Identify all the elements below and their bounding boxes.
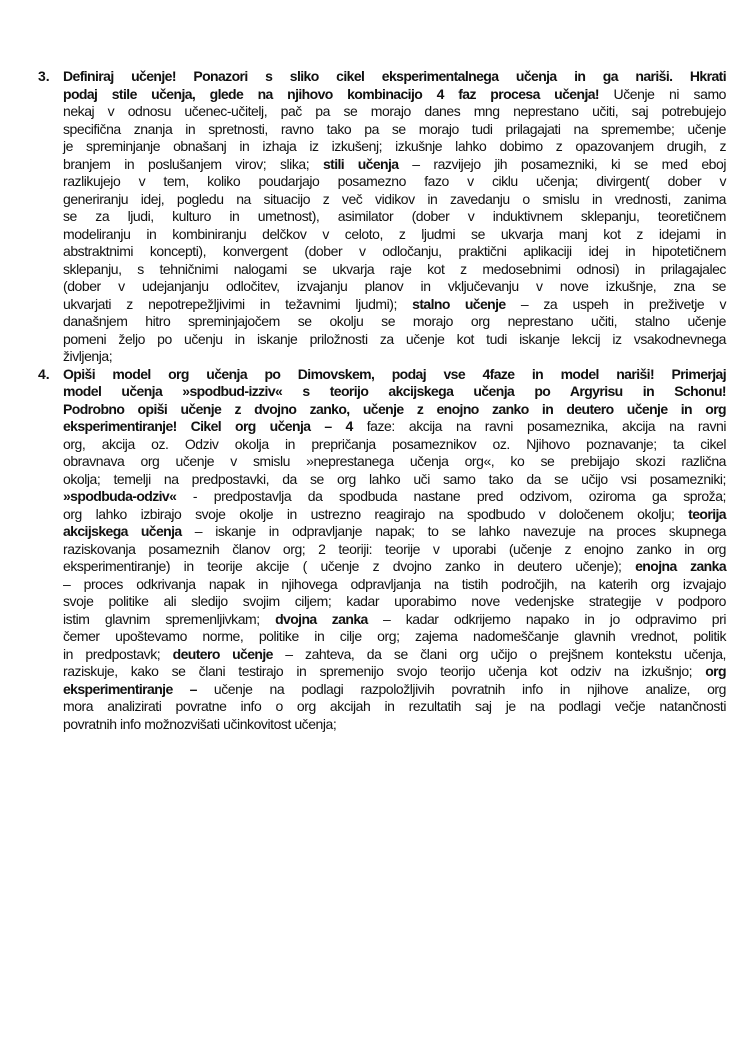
body-text: učenje na podlagi razpoložljivih povratnih info in njihove analize, org <box>196 680 726 697</box>
body-text: org, akcija oz. Odziv okolja in prepričanja posameznikov oz. Njihovo poznavanje; ta cikel <box>63 435 726 452</box>
body-text: obravnava org učenje v smislu »neprestanega učenja org«, ko se prebijajo skozi različna <box>63 453 726 469</box>
body-text: faze: akcija na ravni posameznika, akcija na ravni <box>352 418 726 434</box>
item-number: 4. <box>38 365 50 382</box>
numbered-item <box>38 68 726 366</box>
numbered-item <box>38 366 726 734</box>
body-text: pomeni željo po učenju in iskanje priložnosti za učenje kot tudi iskanje lekcij iz vsakodnevnega <box>63 330 726 347</box>
text-line <box>63 593 726 611</box>
text-line <box>63 453 726 471</box>
text-line <box>63 296 726 314</box>
text-line <box>63 156 726 174</box>
body-text: – proces odkrivanja napak in njihovega odpravljanja na tistih področjih, na katerih org izvajajo <box>63 575 726 592</box>
bold-text: Opiši model org učenja po Dimovskem, podaj vse 4faze in model nariši! Primerjaj <box>63 365 726 382</box>
text-line <box>63 348 726 366</box>
body-text: nekaj v odnosu učenec-učitelj, pač pa se morajo danes mng neprestano učiti, saj potrebujejo <box>63 103 726 119</box>
text-line <box>63 488 726 506</box>
text-line <box>63 261 726 279</box>
document-page <box>38 68 726 733</box>
text-line <box>63 191 726 209</box>
bold-text: enojna zanka <box>635 558 727 574</box>
body-text: čemer upoštevamo norme, politike in cilje org; zajema nadomeščanje glavnih vrednot, politik <box>63 628 726 644</box>
body-text: specifična znanja in spretnosti, ravno tako pa se morajo tudi prilagajati na spremembe; učenje <box>63 120 726 137</box>
bold-text: Podrobno opiši učenje z dvojno zanko, učenje z enojno zanko in deutero učenje in org <box>63 400 726 417</box>
text-line <box>63 471 726 489</box>
text-line <box>63 646 726 664</box>
text-line <box>63 121 726 139</box>
body-text: raziskuje, kako se člani testirajo in spremenijo svojo teorijo učenja kot odziv na izkušnjo; <box>63 663 706 679</box>
body-text: življenja; <box>63 348 113 364</box>
text-line <box>63 103 726 121</box>
text-line <box>63 541 726 559</box>
bold-text: eksperimentiranje! Cikel org učenja – 4 <box>63 418 353 434</box>
body-text: okolja; temelji na predpostavki, da se org lahko uči samo tako da se učijo vsi posamezniki; <box>63 470 726 487</box>
bold-text: org <box>705 663 726 679</box>
body-text: povratnih info možnozvišati učinkovitost učenja; <box>63 715 337 732</box>
body-text: modeliranju in kombiniranju delčkov v celoto, z ljudmi se ukvarja manj kot z idejami in <box>63 225 726 242</box>
text-line <box>63 86 726 104</box>
item-number: 3. <box>38 68 50 84</box>
body-text: - predpostavlja da spodbuda nastane pred odzivom, oziroma ga sproža; <box>176 488 726 504</box>
body-text: – razvijejo jih posamezniki, ki se med eboj <box>398 155 727 172</box>
body-text: razlikujejo v tem, koliko poudarjajo posamezno fazo v ciklu učenja; divirgent( dober v <box>63 173 726 189</box>
text-line <box>63 278 726 296</box>
text-line <box>63 138 726 156</box>
body-text: branjem in poslušanjem virov; slika; <box>63 155 323 172</box>
body-text: je spreminjanje obnašanj in izhaja iz izkušenj; izkušnje lahko dobimo z opazovanjem drugih, z <box>63 138 726 154</box>
bold-text: dvojna zanka <box>275 610 368 627</box>
text-line <box>63 436 726 454</box>
body-text: sklepanju, s tehničnimi nalogami se ukvarja raje kot z medosebnimi odnosi) in prilagajalec <box>63 260 726 277</box>
text-line <box>63 576 726 594</box>
body-text: raziskovanja posameznih članov org; 2 teoriji: teorije v uporabi (učenje z enojno zanko in org <box>63 540 726 557</box>
body-text: istim glavnim spremenljivkam; <box>63 610 276 627</box>
body-text: generiranju idej, pogledu na situacijo z več vidikov in zavedanju o smislu in vrednosti, zanima <box>63 190 726 207</box>
text-line <box>63 366 726 384</box>
text-line <box>63 558 726 576</box>
bold-text: akcijskega učenja <box>63 523 182 539</box>
text-line <box>63 313 726 331</box>
text-line <box>63 173 726 191</box>
text-line <box>63 226 726 244</box>
body-text: abstraktnimi koncepti), konvergent (dober v odločanju, praktični aplikaciji idej in hipotetičnem <box>63 243 726 259</box>
text-line <box>63 523 726 541</box>
bold-text: deutero učenje <box>172 645 273 662</box>
text-line <box>63 681 726 699</box>
text-line <box>63 331 726 349</box>
bold-text: Definiraj učenje! Ponazori s sliko cikel eksperimentalnega učenja in ga nariši. Hkrati <box>63 68 726 84</box>
bold-text: teorija <box>688 505 726 522</box>
text-line <box>63 68 726 86</box>
text-line <box>63 208 726 226</box>
text-line <box>63 698 726 716</box>
bold-text: stili učenja <box>322 155 399 172</box>
text-line <box>63 383 726 401</box>
bold-text: podaj stile učenja, glede na njihovo kombinacijo 4 faz procesa učenja! <box>63 85 599 102</box>
body-text: – za uspeh in preživetje v <box>505 295 727 312</box>
body-text: (dober v udejanjanju odločitev, izvajanju planov in vključevanju v nove izkušnje, zna se <box>63 278 726 294</box>
text-line <box>63 716 726 734</box>
body-text: – kadar odkrijemo napako in jo odpravimo pri <box>367 610 727 627</box>
body-text: svoje politike ali sledijo svojim ciljem; kadar uporabimo nove vedenjske strategije v podporo <box>63 593 726 609</box>
text-line <box>63 628 726 646</box>
bold-text: model učenja »spodbud-izziv« s teorijo akcijskega učenja po Argyrisu in Schonu! <box>63 383 726 399</box>
bold-text: eksperimentiranje – <box>63 680 197 697</box>
body-text: ukvarjati z nepotrepežljivimi in težavnimi ljudmi); <box>63 295 413 312</box>
body-text: današnjem hitro spreminjajočem se okolju se morajo org neprestano učiti, stalno učenje <box>63 313 726 329</box>
bold-text: stalno učenje <box>412 295 506 312</box>
body-text: – zahteva, da se člani org učijo o prejšnem kontekstu učenja, <box>272 645 726 662</box>
body-text: in predpostavk; <box>63 645 173 662</box>
text-line <box>63 243 726 261</box>
body-text: eksperimentiranje) in teorije akcije ( učenje z dvojno zanko in deutero učenje); <box>63 558 636 574</box>
text-line <box>63 401 726 419</box>
body-text: mora analizirati povratne info o org akcijah in rezultatih saj je na podlagi večje natančnosti <box>63 698 726 714</box>
text-line <box>63 506 726 524</box>
body-text: org lahko izbirajo svoje okolje in ustrezno reagirajo na spodbudo v določenem okolju; <box>63 505 689 522</box>
bold-text: »spodbuda-odziv« <box>63 488 177 504</box>
body-text: – iskanje in odpravljanje napak; to se lahko navezuje na proces skupnega <box>181 523 726 539</box>
text-line <box>63 663 726 681</box>
body-text: Učenje ni samo <box>599 85 726 102</box>
text-line <box>63 611 726 629</box>
body-text: se za ljudi, kulturo in umetnost), asimilator (dober v induktivnem sklepanju, teoretičnem <box>63 208 726 224</box>
text-line <box>63 418 726 436</box>
